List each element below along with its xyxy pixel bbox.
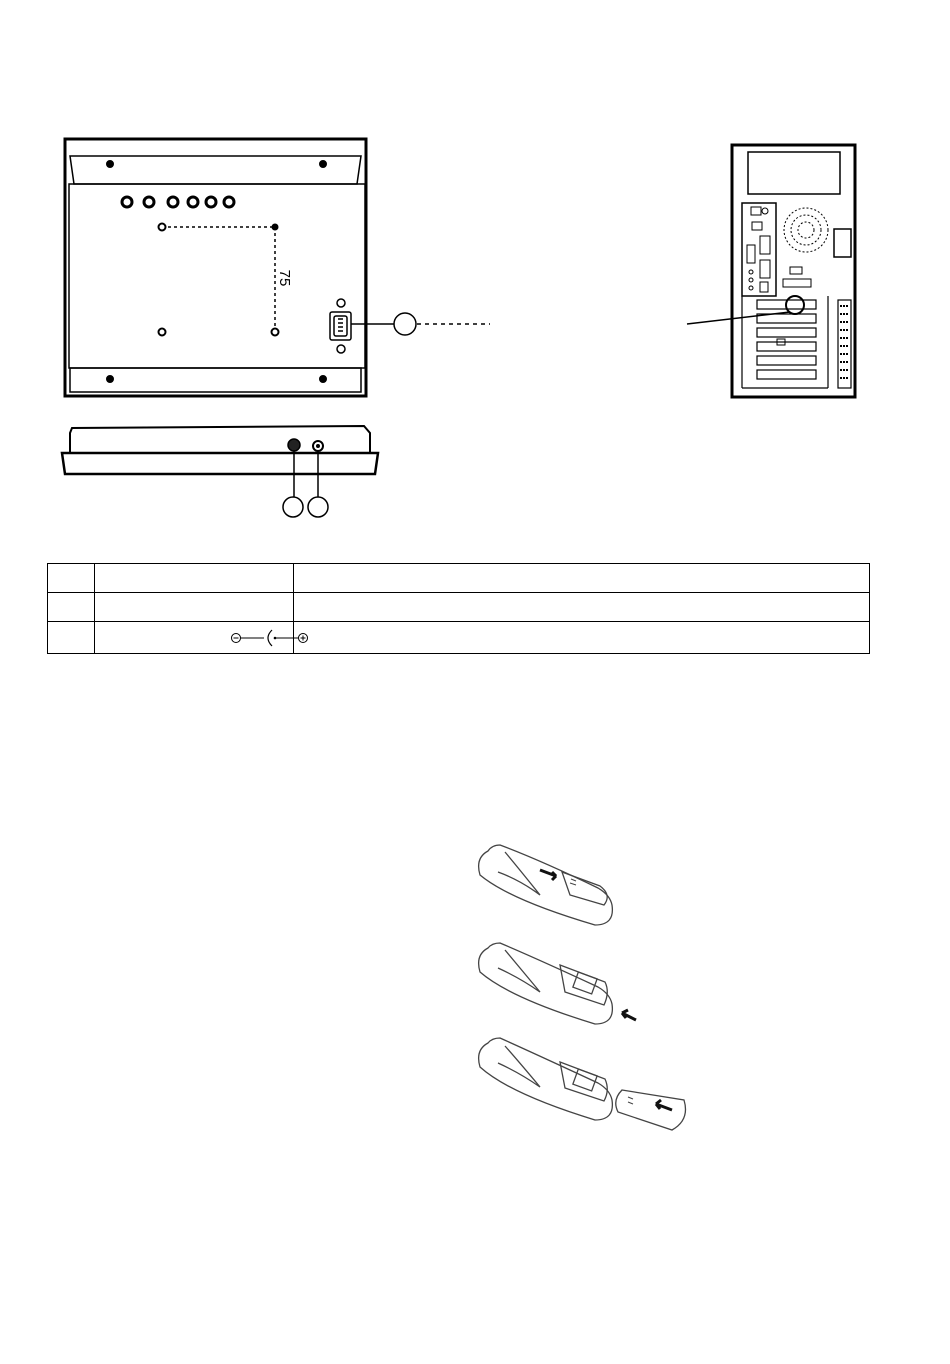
vesa-mount-holes [159,224,279,336]
connection-spec-table [47,563,870,654]
table-row [48,622,870,654]
monitor-rear-view [65,139,366,396]
remote-step-3 [479,1038,686,1130]
table-cell-desc [294,622,870,654]
table-cell-item [95,564,294,593]
vga-port [330,299,351,353]
table-cell-item [95,593,294,622]
pc-tower-rear [732,145,855,397]
control-buttons [122,197,234,207]
table-cell-num [48,564,95,593]
table-cell-item [95,622,294,654]
table-cell-desc [294,564,870,593]
vga-cable-connection [351,312,790,335]
remote-step-1 [479,845,613,925]
power-input-port [283,439,328,517]
table-cell-num [48,593,95,622]
table-row [48,593,870,622]
dc-polarity-icon [230,628,310,648]
monitor-bottom-view [62,426,378,474]
table-cell-num [48,622,95,654]
remote-step-2 [479,943,636,1024]
vesa-dimension-label: 75 [276,269,293,287]
table-row [48,564,870,593]
table-cell-desc [294,593,870,622]
